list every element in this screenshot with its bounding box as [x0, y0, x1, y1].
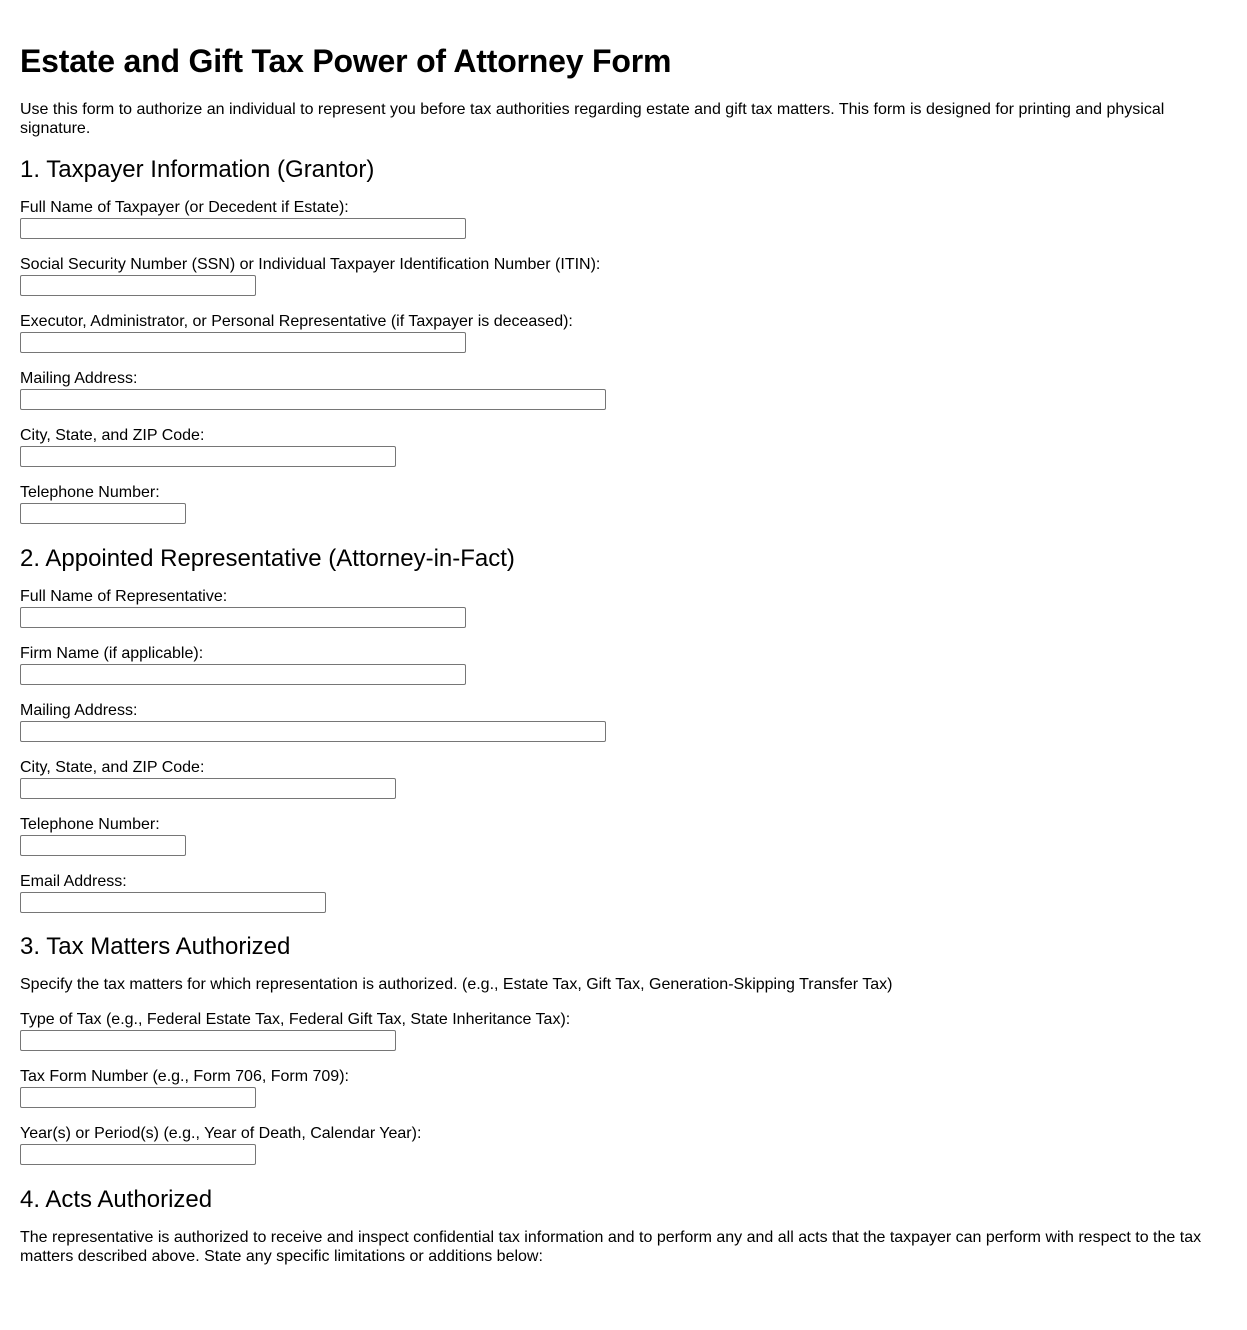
- rep-phone-field: [20, 815, 1227, 856]
- executor-label: Executor, Administrator, or Personal Representative (if Taxpayer is deceased):: [20, 313, 573, 330]
- rep-email-label: Email Address:: [20, 873, 127, 890]
- rep-city-input[interactable]: [20, 778, 396, 799]
- tax-form-field: [20, 1067, 1227, 1108]
- tax-type-field: [20, 1010, 1227, 1051]
- taxpayer-name-field: [20, 198, 1227, 239]
- tax-type-input[interactable]: [20, 1030, 396, 1051]
- tax-form-input[interactable]: [20, 1087, 256, 1108]
- tax-form-label: Tax Form Number (e.g., Form 706, Form 709):: [20, 1068, 349, 1085]
- tax-years-field: [20, 1124, 1227, 1165]
- rep-name-label: Full Name of Representative:: [20, 588, 228, 605]
- tax-years-label: Year(s) or Period(s) (e.g., Year of Death, Calendar Year):: [20, 1125, 422, 1142]
- taxpayer-ssn-field: [20, 255, 1227, 296]
- taxpayer-city-input[interactable]: [20, 446, 396, 467]
- page-title: Estate and Gift Tax Power of Attorney Form: [20, 43, 672, 79]
- rep-city-label: City, State, and ZIP Code:: [20, 759, 205, 776]
- taxpayer-address-label: Mailing Address:: [20, 370, 138, 387]
- rep-firm-field: [20, 644, 1227, 685]
- rep-address-field: [20, 701, 1227, 742]
- taxpayer-city-label: City, State, and ZIP Code:: [20, 427, 205, 444]
- taxpayer-phone-label: Telephone Number:: [20, 484, 160, 501]
- taxpayer-name-input[interactable]: [20, 218, 466, 239]
- section-2-heading: 2. Appointed Representative (Attorney-in-Fact): [20, 545, 515, 572]
- executor-input[interactable]: [20, 332, 466, 353]
- executor-field: [20, 312, 1227, 353]
- rep-address-label: Mailing Address:: [20, 702, 138, 719]
- rep-city-field: [20, 758, 1227, 799]
- rep-address-input[interactable]: [20, 721, 606, 742]
- taxpayer-phone-input[interactable]: [20, 503, 186, 524]
- rep-firm-input[interactable]: [20, 664, 466, 685]
- section-3-heading: 3. Tax Matters Authorized: [20, 933, 291, 960]
- taxpayer-ssn-input[interactable]: [20, 275, 256, 296]
- rep-phone-input[interactable]: [20, 835, 186, 856]
- rep-name-input[interactable]: [20, 607, 466, 628]
- taxpayer-ssn-label: Social Security Number (SSN) or Individual Taxpayer Identification Number (ITIN):: [20, 256, 601, 273]
- form-page: [0, 42, 1247, 1266]
- rep-phone-label: Telephone Number:: [20, 816, 160, 833]
- section-4-heading: 4. Acts Authorized: [20, 1186, 213, 1213]
- tax-years-input[interactable]: [20, 1144, 256, 1165]
- taxpayer-address-input[interactable]: [20, 389, 606, 410]
- taxpayer-address-field: [20, 369, 1227, 410]
- rep-name-field: [20, 587, 1227, 628]
- section-4-note: The representative is authorized to receive and inspect confidential tax information and to perform any and all acts that the taxpayer can perform with respect to the tax matters described above. State any specific limitations or additions below:: [20, 1229, 1202, 1265]
- section-3-note: Specify the tax matters for which representation is authorized. (e.g., Estate Tax, Gift Tax, Generation-Skipping Transfer Tax): [20, 976, 893, 993]
- taxpayer-name-label: Full Name of Taxpayer (or Decedent if Estate):: [20, 199, 349, 216]
- taxpayer-city-field: [20, 426, 1227, 467]
- rep-email-input[interactable]: [20, 892, 326, 913]
- section-1-heading: 1. Taxpayer Information (Grantor): [20, 156, 375, 183]
- taxpayer-phone-field: [20, 483, 1227, 524]
- intro-text: Use this form to authorize an individual to represent you before tax authorities regarding estate and gift tax matters. This form is designed for printing and physical signature.: [20, 101, 1165, 137]
- rep-email-field: [20, 872, 1227, 913]
- rep-firm-label: Firm Name (if applicable):: [20, 645, 204, 662]
- tax-type-label: Type of Tax (e.g., Federal Estate Tax, Federal Gift Tax, State Inheritance Tax):: [20, 1011, 571, 1028]
